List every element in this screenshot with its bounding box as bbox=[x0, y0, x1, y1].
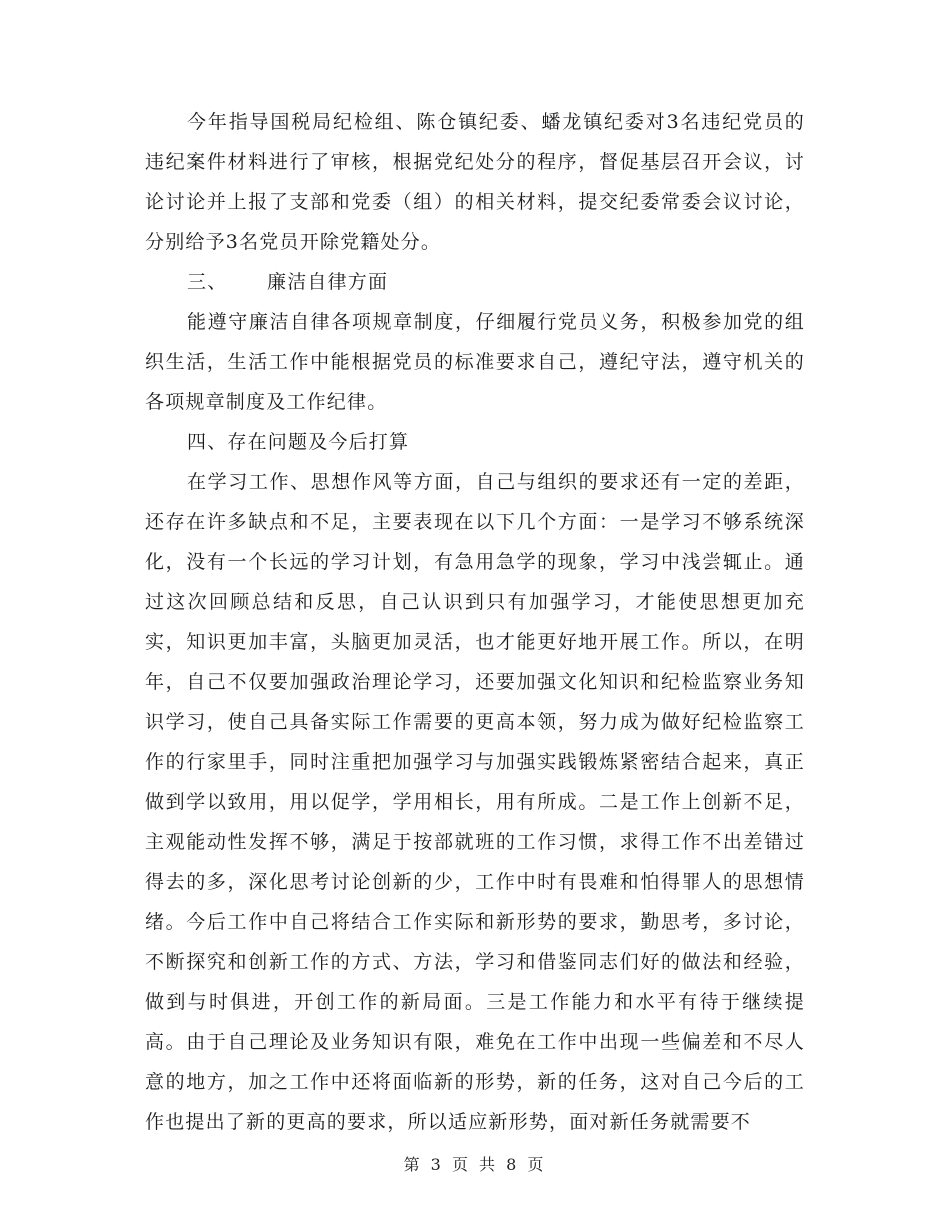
section-title: 四、存在问题及今后打算 bbox=[187, 431, 410, 453]
page-number-footer: 第 3 页 共 8 页 bbox=[403, 1155, 547, 1174]
section-title: 廉洁自律方面 bbox=[267, 271, 389, 293]
paragraph-problems-plans: 在学习工作、思想作风等方面，自己与组织的要求还有一定的差距，还存在许多缺点和不足，主要表现在以下几个方面：一是学习不够系统深化，没有一个长远的学习计划，有急用急学的现象，学习中浅尝辄止。通过这次回顾总结和反思，自己认识到只有加强学习，才能使思想更加充实，知识更加丰富，头脑更加灵活，也才能更好地开展工作。所以，在明年，自己不仅要加强政治理论学习，还要加强文化知识和纪检监察业务知识学习，使自己具备实际工作需要的更高本领，努力成为做好纪检监察工作的行家里手，同时注重把加强学习与加强实践锻炼紧密结合起来，真正做到学以致用，用以促学，学用相长，用有所成。二是工作上创新不足，主观能动性发挥不够，满足于按部就班的工作习惯，求得工作不出差错过得去的多，深化思考讨论创新的少，工作中时有畏难和怕得罪人的思想情绪。今后工作中自己将结合工作实际和新形势的要求，勤思考，多讨论，不断探究和创新工作的方式、方法，学习和借鉴同志们好的做法和经验，做到与时俱进，开创工作的新局面。三是工作能力和水平有待于继续提高。由于自己理论及业务知识有限，难免在工作中出现一些偏差和不尽人意的地方，加之工作中还将面临新的形势，新的任务，这对自己今后的工作也提出了新的更高的要求，所以适应新形势，面对新任务就需要不 bbox=[145, 471, 805, 1133]
paragraph-integrity: 能遵守廉洁自律各项规章制度，仔细履行党员义务，积极参加党的组织生活，生活工作中能根据党员的标准要求自己，遵纪守法，遵守机关的各项规章制度及工作纪律。 bbox=[145, 311, 805, 413]
section-number: 三、 bbox=[187, 271, 228, 293]
paragraph-case-review: 今年指导国税局纪检组、陈仓镇纪委、蟠龙镇纪委对3名违纪党员的违纪案件材料进行了审核，根据党纪处分的程序，督促基层召开会议，讨论讨论并上报了支部和党委（组）的相关材料，提交纪委常委会议讨论，分别给予3名党员开除党籍处分。 bbox=[145, 111, 805, 253]
document-body bbox=[145, 102, 805, 1142]
section-heading-integrity bbox=[145, 262, 805, 302]
section-heading-problems bbox=[145, 422, 805, 462]
